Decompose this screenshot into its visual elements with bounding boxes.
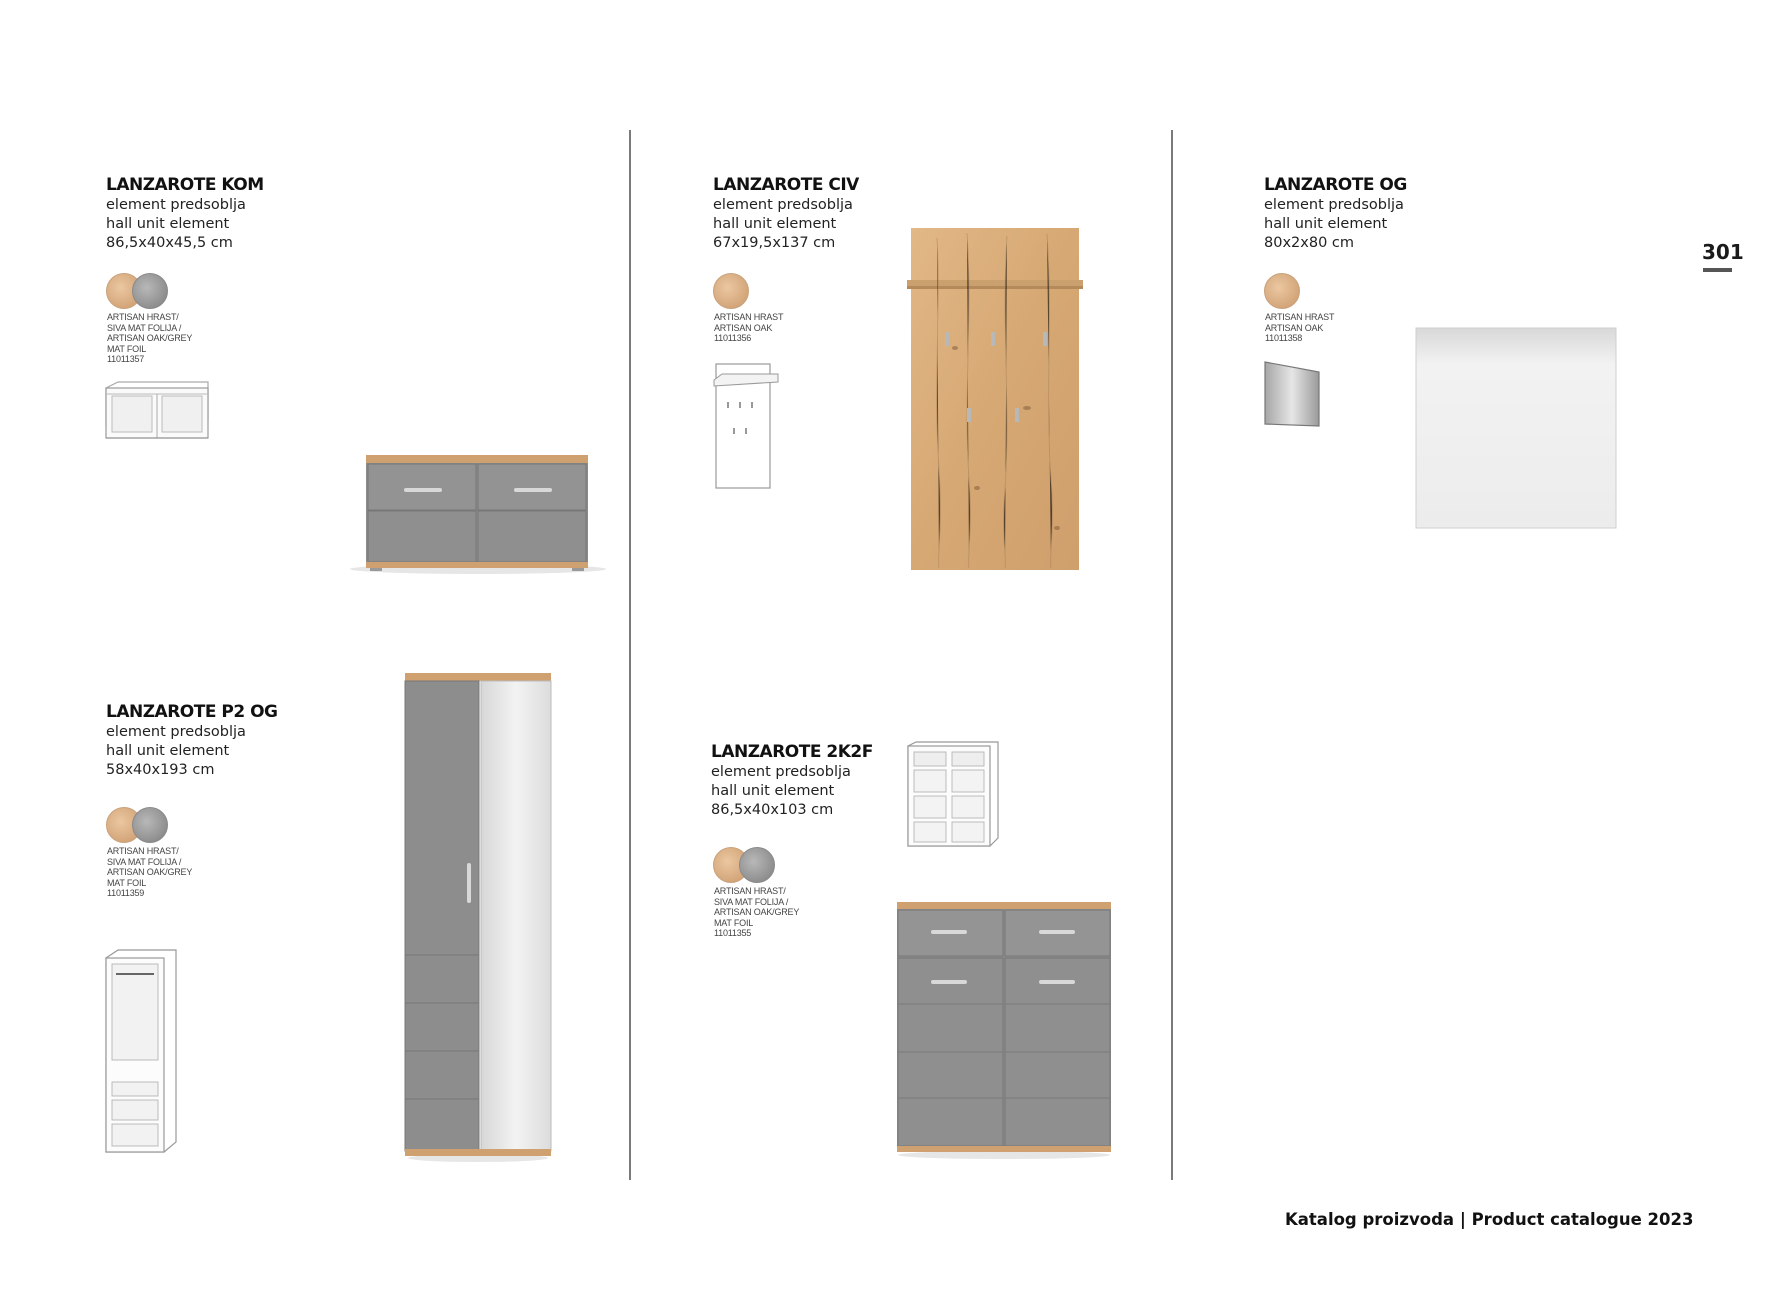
kom-product-image (348, 455, 608, 575)
product-dimensions: 80x2x80 cm (1264, 235, 1354, 251)
finish-info: ARTISAN HRAST/ SIVA MAT FOLIJA / ARTISAN OAK/GREY MAT FOIL 11011355 (714, 886, 800, 938)
kom-line-drawing (104, 380, 210, 446)
product-title: LANZAROTE KOM (106, 175, 264, 195)
product-dimensions: 67x19,5x137 cm (713, 235, 836, 251)
product-desc-en: hall unit element (711, 783, 835, 799)
finish-info: ARTISAN HRAST/ SIVA MAT FOLIJA / ARTISAN OAK/GREY MAT FOIL 11011357 (107, 312, 193, 364)
page-number-underline (1703, 268, 1732, 272)
product-dimensions: 86,5x40x103 cm (711, 802, 834, 818)
product-desc-hr: element predsoblja (106, 724, 246, 740)
grey-swatch (739, 847, 775, 883)
product-desc-en: hall unit element (1264, 216, 1388, 232)
product-desc-hr: element predsoblja (1264, 197, 1404, 213)
2k2f-line-drawing (906, 742, 1000, 850)
product-title: LANZAROTE P2 OG (106, 702, 278, 722)
civ-line-drawing (712, 362, 780, 490)
product-dimensions: 58x40x193 cm (106, 762, 215, 778)
product-desc-en: hall unit element (713, 216, 837, 232)
product-desc-hr: element predsoblja (106, 197, 246, 213)
p2og-product-image (403, 673, 553, 1163)
column-divider-right (1171, 130, 1173, 1180)
finish-info: ARTISAN HRAST ARTISAN OAK 11011356 (714, 312, 784, 343)
product-dimensions: 86,5x40x45,5 cm (106, 235, 233, 251)
page-number: 301 (1702, 240, 1744, 264)
civ-product-image (907, 228, 1083, 572)
column-divider-left (629, 130, 631, 1180)
product-desc-hr: element predsoblja (713, 197, 853, 213)
grey-swatch (132, 273, 168, 309)
product-title: LANZAROTE CIV (713, 175, 859, 195)
og-line-drawing (1263, 360, 1321, 428)
grey-swatch (132, 807, 168, 843)
product-desc-hr: element predsoblja (711, 764, 851, 780)
2k2f-product-image (895, 902, 1113, 1160)
oak-swatch (1264, 273, 1300, 309)
finish-info: ARTISAN HRAST/ SIVA MAT FOLIJA / ARTISAN OAK/GREY MAT FOIL 11011359 (107, 846, 193, 898)
product-desc-en: hall unit element (106, 743, 230, 759)
product-desc-en: hall unit element (106, 216, 230, 232)
catalogue-footer: Katalog proizvoda | Product catalogue 2023 (1285, 1210, 1694, 1229)
product-title: LANZAROTE 2K2F (711, 742, 873, 762)
oak-swatch (713, 273, 749, 309)
finish-info: ARTISAN HRAST ARTISAN OAK 11011358 (1265, 312, 1335, 343)
p2og-line-drawing (104, 948, 178, 1154)
product-title: LANZAROTE OG (1264, 175, 1407, 195)
og-product-image (1415, 327, 1617, 529)
